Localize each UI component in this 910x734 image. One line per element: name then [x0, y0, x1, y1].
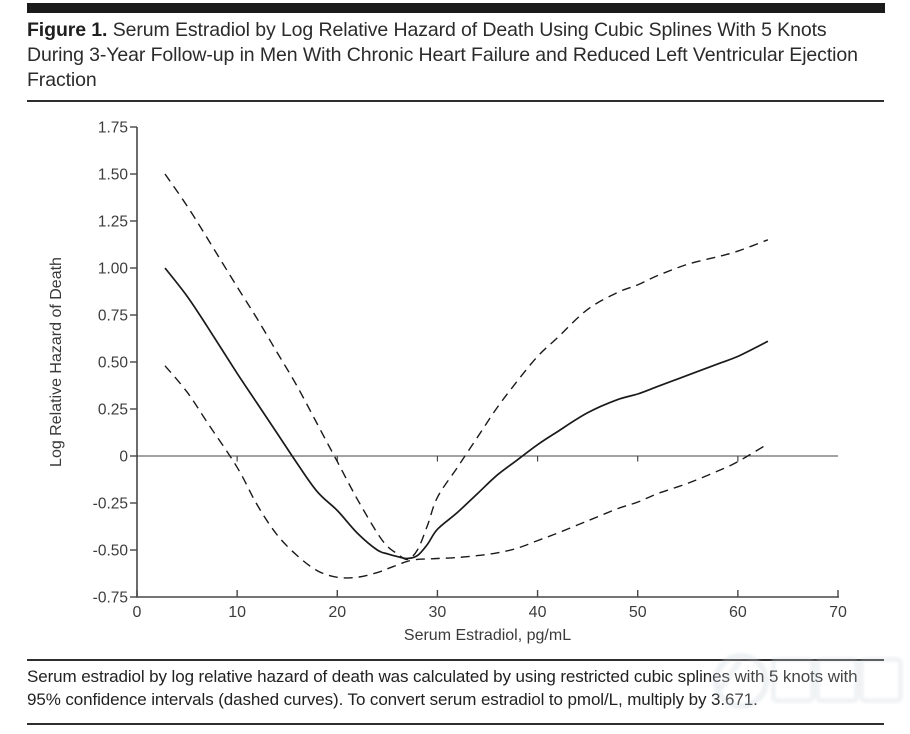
- caption-top-divider: [27, 659, 884, 661]
- svg-text:-0.75: -0.75: [92, 589, 128, 607]
- svg-text:60: 60: [728, 604, 747, 621]
- caption-bottom-divider: [27, 723, 884, 725]
- y-axis-label: Log Relative Hazard of Death: [48, 257, 65, 467]
- svg-text:70: 70: [829, 604, 847, 621]
- svg-text:0.25: 0.25: [97, 401, 128, 419]
- svg-text:20: 20: [328, 604, 347, 621]
- curve-lower-95-ci: [165, 366, 768, 578]
- svg-text:1.25: 1.25: [97, 213, 128, 231]
- svg-text:0: 0: [132, 604, 142, 621]
- figure-label: Figure 1.: [27, 19, 108, 41]
- svg-text:1.00: 1.00: [97, 260, 128, 278]
- svg-text:50: 50: [628, 604, 647, 621]
- svg-text:1.50: 1.50: [97, 166, 128, 184]
- svg-text:-0.25: -0.25: [92, 495, 128, 513]
- curve-upper-95-ci: [165, 174, 768, 559]
- x-axis-label: Serum Estradiol, pg/mL: [403, 627, 572, 644]
- svg-text:10: 10: [228, 604, 247, 621]
- figure-caption: Serum estradiol by log relative hazard of death was calculated by using restricted cubic splines with 5 knots with 95% confidence intervals (dashed curves). To convert serum estradiol to pmol/L, multiply by 3.671.: [27, 667, 858, 709]
- svg-text:1.75: 1.75: [97, 119, 128, 137]
- svg-text:40: 40: [528, 604, 547, 621]
- svg-text:0: 0: [119, 448, 128, 466]
- figure-title-text: Serum Estradiol by Log Relative Hazard of Death Using Cubic Splines With 5 Knots During 3-Year Follow-up in Men With Chronic Heart Failure and Reduced Left Ventricular Ejection Fraction: [27, 19, 858, 91]
- svg-text:0.75: 0.75: [97, 307, 128, 325]
- svg-text:30: 30: [428, 604, 447, 621]
- curve-spline-estimate: [165, 268, 768, 559]
- svg-text:0.50: 0.50: [97, 354, 128, 372]
- svg-text:-0.50: -0.50: [92, 542, 128, 560]
